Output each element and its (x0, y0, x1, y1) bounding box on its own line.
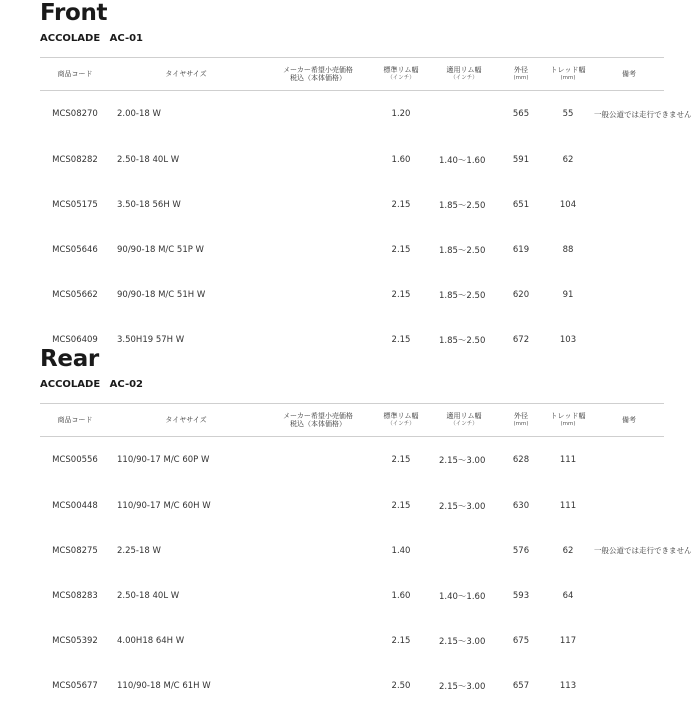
table-row (40, 437, 664, 484)
cell-size: 2.00-18 W (117, 109, 161, 119)
table-row (40, 663, 664, 708)
cell-std-rim: 1.40 (391, 545, 411, 556)
cell-price (262, 573, 374, 618)
cell-od: 651 (512, 199, 530, 210)
cell-code: MCS00556 (52, 455, 98, 465)
cell-note (594, 573, 664, 618)
cell-od: 619 (512, 244, 530, 255)
cell-od: 630 (512, 500, 530, 511)
cell-size: 110/90-18 M/C 61H W (117, 680, 211, 691)
cell-app-rim: 1.85～2.50 (439, 290, 486, 301)
cell-note (594, 618, 664, 663)
cell-size: 90/90-18 M/C 51H W (117, 289, 206, 300)
cell-price (262, 137, 374, 182)
cell-note (594, 272, 664, 317)
cell-tread: 113 (559, 680, 577, 691)
cell-app-rim: 2.15～3.00 (439, 681, 486, 692)
cell-std-rim: 2.15 (391, 199, 411, 210)
header-app-rim: 適用リム幅 （インチ） (428, 58, 500, 91)
cell-code: MCS05646 (52, 244, 98, 255)
cell-size: 110/90-17 M/C 60P W (117, 455, 210, 465)
cell-note (594, 663, 664, 708)
cell-app-rim: 1.85～2.50 (439, 245, 486, 256)
cell-tread: 62 (562, 545, 574, 556)
cell-app-rim: 1.85～2.50 (439, 200, 486, 211)
table-row (40, 91, 664, 138)
cell-code: MCS05392 (52, 635, 98, 646)
cell-code: MCS08282 (52, 154, 98, 165)
cell-tread: 104 (559, 199, 577, 210)
cell-price (262, 483, 374, 528)
cell-size: 110/90-17 M/C 60H W (117, 500, 211, 511)
cell-std-rim: 2.15 (391, 635, 411, 646)
header-code: 商品コード (40, 404, 110, 437)
cell-code: MCS05677 (52, 680, 98, 691)
cell-app-rim: 2.15～3.00 (439, 636, 486, 647)
cell-size: 4.00H18 64H W (117, 635, 185, 646)
rear-section-title: Rear (40, 346, 99, 372)
header-price: メーカー希望小売価格 税込（本体価格） (262, 404, 374, 437)
header-tread: トレッド幅 (mm) (542, 58, 594, 91)
header-std-rim: 標準リム幅 （インチ） (374, 58, 428, 91)
cell-tread: 111 (559, 500, 577, 511)
table-row (40, 182, 664, 227)
cell-size: 2.50-18 40L W (117, 154, 180, 165)
cell-std-rim: 2.15 (391, 334, 411, 345)
table-header-row (40, 404, 664, 437)
cell-app-rim (428, 91, 500, 138)
cell-od: 591 (512, 154, 530, 165)
front-spec-table (40, 57, 692, 362)
header-code: 商品コード (40, 58, 110, 91)
table-row (40, 317, 664, 362)
cell-od: 576 (512, 545, 530, 556)
table-row (40, 272, 664, 317)
header-od: 外径 (mm) (500, 58, 542, 91)
cell-std-rim: 2.15 (391, 455, 411, 465)
cell-od: 675 (512, 635, 530, 646)
cell-size: 90/90-18 M/C 51P W (117, 244, 204, 255)
cell-price (262, 618, 374, 663)
cell-size: 3.50-18 56H W (117, 199, 181, 210)
cell-app-rim: 2.15～3.00 (439, 501, 486, 512)
cell-code: MCS05662 (52, 289, 98, 300)
table-row (40, 573, 664, 618)
cell-tread: 88 (562, 244, 574, 255)
cell-od: 565 (512, 109, 530, 119)
header-size: タイヤサイズ (110, 58, 262, 91)
cell-tread: 117 (559, 635, 577, 646)
cell-price (262, 227, 374, 272)
cell-od: 628 (512, 455, 530, 465)
cell-app-rim: 1.85～2.50 (439, 335, 486, 346)
rear-product-name: ACCOLADE AC-02 (40, 379, 144, 390)
cell-size: 2.50-18 40L W (117, 590, 180, 601)
table-row (40, 137, 664, 182)
cell-note (594, 437, 664, 484)
cell-note (594, 227, 664, 272)
cell-std-rim: 2.15 (391, 289, 411, 300)
cell-tread: 62 (562, 154, 574, 165)
table-header-row (40, 58, 664, 91)
rear-spec-table (40, 403, 692, 708)
cell-size: 3.50H19 57H W (117, 334, 185, 345)
cell-std-rim: 1.60 (391, 154, 411, 165)
header-app-rim: 適用リム幅 （インチ） (428, 404, 500, 437)
table-row (40, 618, 664, 663)
cell-note (594, 483, 664, 528)
cell-app-rim (428, 528, 500, 573)
cell-note: 一般公道では走行できません (594, 546, 692, 555)
cell-code: MCS08283 (52, 590, 98, 601)
cell-note: 一般公道では走行できません (594, 109, 692, 119)
cell-tread: 55 (562, 109, 574, 119)
cell-price (262, 272, 374, 317)
cell-price (262, 317, 374, 362)
cell-price (262, 437, 374, 484)
cell-od: 657 (512, 680, 530, 691)
cell-od: 620 (512, 289, 530, 300)
cell-code: MCS05175 (52, 199, 98, 210)
cell-app-rim: 2.15～3.00 (439, 456, 486, 466)
cell-code: MCS08275 (52, 545, 98, 556)
cell-price (262, 663, 374, 708)
cell-note (594, 137, 664, 182)
cell-tread: 91 (562, 289, 574, 300)
cell-price (262, 528, 374, 573)
cell-app-rim: 1.40～1.60 (439, 591, 486, 602)
cell-tread: 111 (559, 455, 577, 465)
table-row (40, 483, 664, 528)
cell-std-rim: 2.15 (391, 244, 411, 255)
cell-app-rim: 1.40～1.60 (439, 155, 486, 166)
cell-tread: 103 (559, 334, 577, 345)
front-section-title: Front (40, 0, 108, 26)
cell-size: 2.25-18 W (117, 545, 161, 556)
table-row (40, 227, 664, 272)
header-note: 備考 (594, 404, 664, 437)
table-row (40, 528, 664, 573)
cell-code: MCS06409 (52, 334, 98, 345)
cell-price (262, 91, 374, 138)
cell-price (262, 182, 374, 227)
cell-code: MCS00448 (52, 500, 98, 511)
header-size: タイヤサイズ (110, 404, 262, 437)
cell-std-rim: 1.60 (391, 590, 411, 601)
cell-tread: 64 (562, 590, 574, 601)
cell-std-rim: 2.50 (391, 680, 411, 691)
cell-note (594, 317, 664, 362)
front-product-name: ACCOLADE AC-01 (40, 33, 144, 44)
header-tread: トレッド幅 (mm) (542, 404, 594, 437)
cell-std-rim: 1.20 (391, 109, 411, 119)
cell-od: 593 (512, 590, 530, 601)
cell-note (594, 182, 664, 227)
cell-std-rim: 2.15 (391, 500, 411, 511)
header-price: メーカー希望小売価格 税込（本体価格） (262, 58, 374, 91)
cell-code: MCS08270 (52, 109, 98, 119)
header-note: 備考 (594, 58, 664, 91)
header-od: 外径 (mm) (500, 404, 542, 437)
cell-od: 672 (512, 334, 530, 345)
header-std-rim: 標準リム幅 （インチ） (374, 404, 428, 437)
